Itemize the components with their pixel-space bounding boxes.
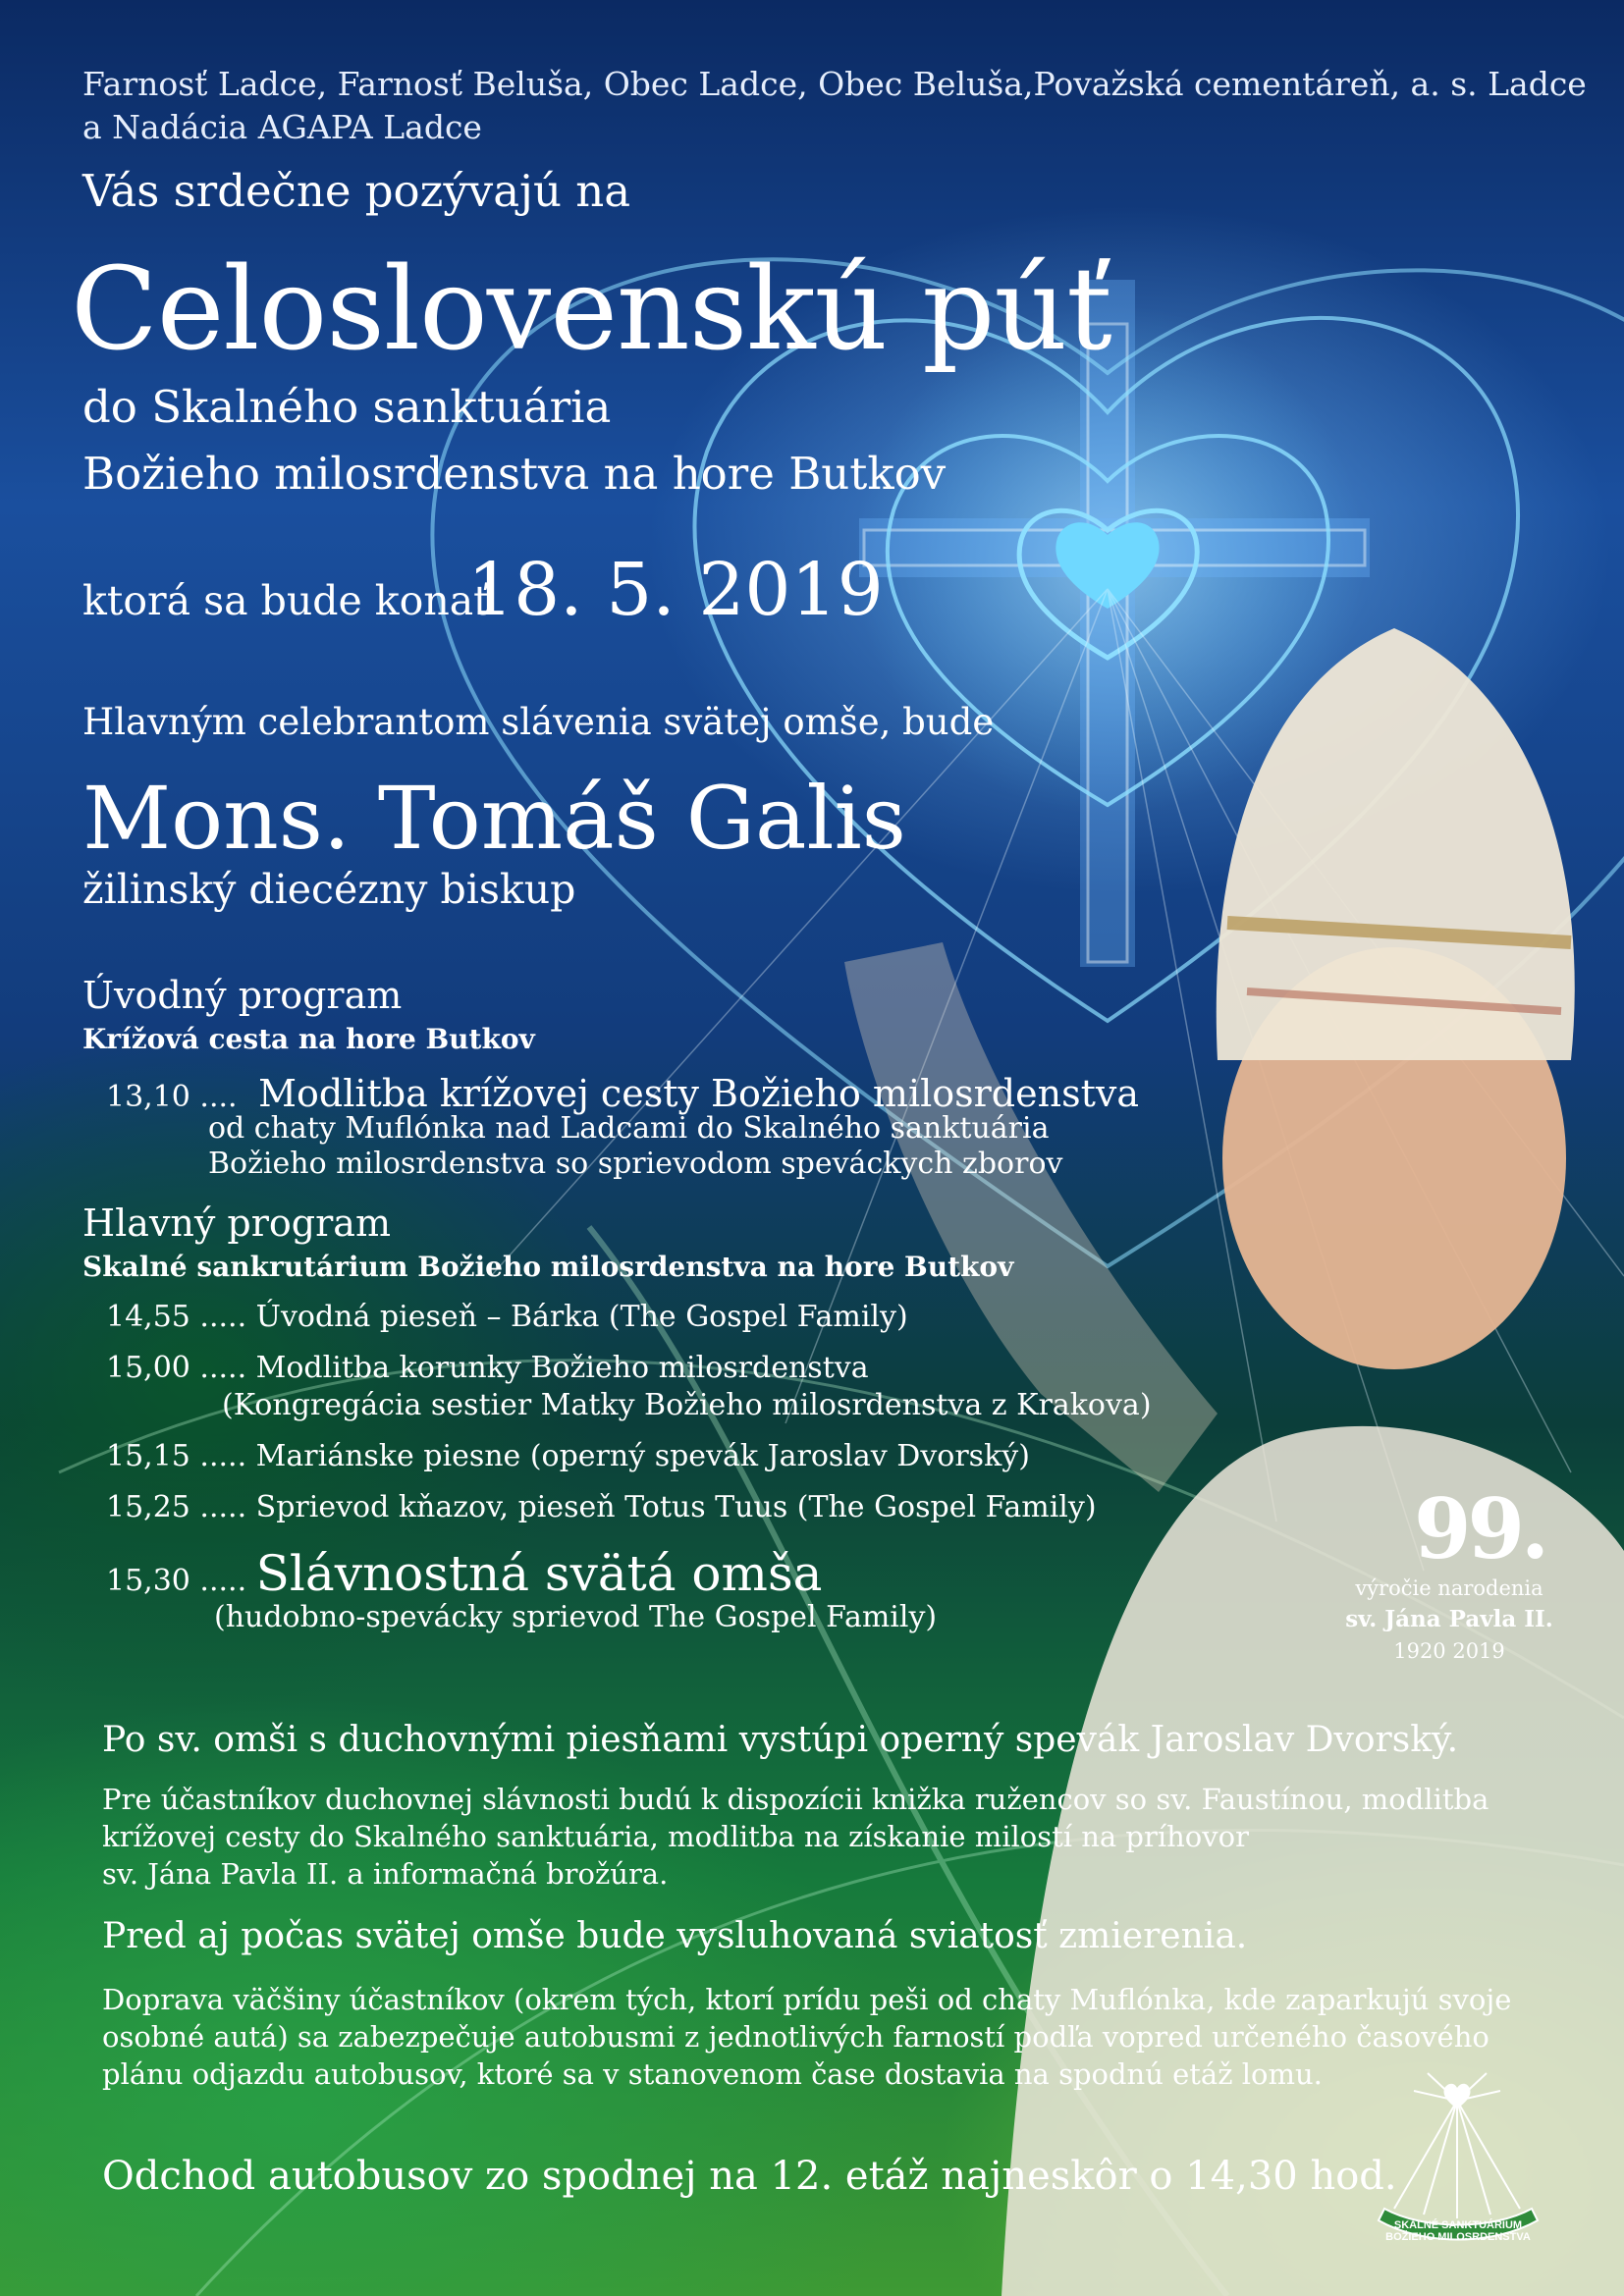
sanctuary-logo-graphic: [1355, 2061, 1571, 2248]
booklets-note: [102, 1781, 1489, 1893]
date-prefix: ktorá sa bude konať: [82, 577, 490, 624]
program-item-note: (hudobno-spevácky sprievod The Gospel Family): [214, 1600, 938, 1634]
intro-program-note-1: od chaty Muflónka nad Ladcami do Skalného sanktuária: [208, 1111, 1050, 1146]
celebrant-name: Mons. Tomáš Galis: [82, 768, 906, 869]
booklets-line-1: Pre účastníkov duchovnej slávnosti budú k dispozícii knižka ružencov so sv. Faustínou, modlitba: [102, 1783, 1489, 1816]
item-time: 15,00 .....: [106, 1351, 247, 1385]
subtitle-line-1: do Skalného sanktuária: [82, 381, 612, 433]
celebrant-role: žilinský diecézny biskup: [82, 866, 576, 913]
logo-text-1: SKALNÉ SANKTUÁRIUM: [1393, 2219, 1523, 2231]
program-item: [106, 1300, 908, 1334]
event-date: 18. 5. 2019: [467, 548, 884, 632]
item-text: Modlitba korunky Božieho milosrdenstva: [255, 1351, 869, 1385]
anniversary-number: 99.: [1414, 1480, 1546, 1577]
program-item-note: (Kongregácia sestier Matky Božieho milosrdenstva z Krakova): [222, 1388, 1152, 1422]
main-title: Celoslovenskú púť: [71, 243, 1111, 376]
program-item-highlight: [106, 1545, 822, 1602]
item-text: Slávnostná svätá omša: [255, 1545, 823, 1602]
main-program-subheading: Skalné sankrutárium Božieho milosrdenstva na hore Butkov: [82, 1251, 1014, 1283]
item-time: 15,15 .....: [106, 1439, 247, 1473]
item-time: 13,10 ....: [106, 1080, 238, 1114]
organizers: [82, 63, 1587, 149]
intro-program-subheading: Krížová cesta na hore Butkov: [82, 1023, 535, 1055]
intro-program-note-2: Božieho milosrdenstva so sprievodom speváckych zborov: [208, 1147, 1063, 1181]
departure-note: Odchod autobusov zo spodnej na 12. etáž najneskôr o 14,30 hod.: [102, 2154, 1397, 2199]
item-text: Sprievod kňazov, pieseň Totus Tuus (The Gospel Family): [255, 1490, 1097, 1524]
anniversary-line-2: sv. Jána Pavla II.: [1345, 1606, 1553, 1632]
transport-line-2: osobné autá) sa zabezpečuje autobusmi z jednotlivých farností podľa vopred určeného časového: [102, 2020, 1489, 2054]
program-item: [106, 1490, 1097, 1524]
concert-note: Po sv. omši s duchovnými piesňami vystúpi operný spevák Jaroslav Dvorský.: [102, 1720, 1459, 1760]
main-program-heading: Hlavný program: [82, 1201, 391, 1245]
anniversary-line-1: výročie narodenia: [1355, 1576, 1543, 1600]
celebrant-intro: Hlavným celebrantom slávenia svätej omše, bude: [82, 701, 995, 743]
transport-note: [102, 1981, 1511, 2093]
item-text: Úvodná pieseň – Bárka (The Gospel Family): [255, 1300, 908, 1334]
intro-program-heading: Úvodný program: [82, 974, 403, 1017]
item-time: 14,55 .....: [106, 1300, 247, 1334]
program-item: [106, 1351, 869, 1385]
organizers-line-1: Farnosť Ladce, Farnosť Beluša, Obec Ladce, Obec Beluša,Považská cementáreň, a. s. Ladce: [82, 65, 1587, 103]
program-item: [106, 1439, 1030, 1473]
anniversary-years: 1920 2019: [1393, 1639, 1505, 1663]
item-time: 15,30 .....: [106, 1564, 247, 1598]
sanctuary-logo: [1355, 2061, 1571, 2248]
subtitle-line-2: Božieho milosrdenstva na hore Butkov: [82, 448, 947, 500]
confession-note: Pred aj počas svätej omše bude vysluhovaná sviatosť zmierenia.: [102, 1916, 1248, 1956]
invite-text: Vás srdečne pozývajú na: [82, 165, 631, 217]
transport-line-3: plánu odjazdu autobusov, ktoré sa v stanovenom čase dostavia na spodnú etáž lomu.: [102, 2057, 1323, 2091]
item-time: 15,25 .....: [106, 1490, 247, 1524]
item-text: Mariánske piesne (operný spevák Jaroslav Dvorský): [255, 1439, 1030, 1473]
organizers-line-2: a Nadácia AGAPA Ladce: [82, 108, 482, 146]
logo-text-2: BOŽIEHO MILOSRDENSTVA: [1385, 2231, 1531, 2243]
booklets-line-2: krížovej cesty do Skalného sanktuária, modlitba na získanie milostí na príhovor: [102, 1820, 1249, 1853]
transport-line-1: Doprava väčšiny účastníkov (okrem tých, ktorí prídu peši od chaty Muflónka, kde zaparkujú svoje: [102, 1983, 1512, 2016]
item-title: Modlitba krížovej cesty Božieho milosrdenstva: [258, 1072, 1139, 1115]
intro-program-item: [106, 1072, 1139, 1115]
booklets-line-3: sv. Jána Pavla II. a informačná brožúra.: [102, 1857, 669, 1891]
